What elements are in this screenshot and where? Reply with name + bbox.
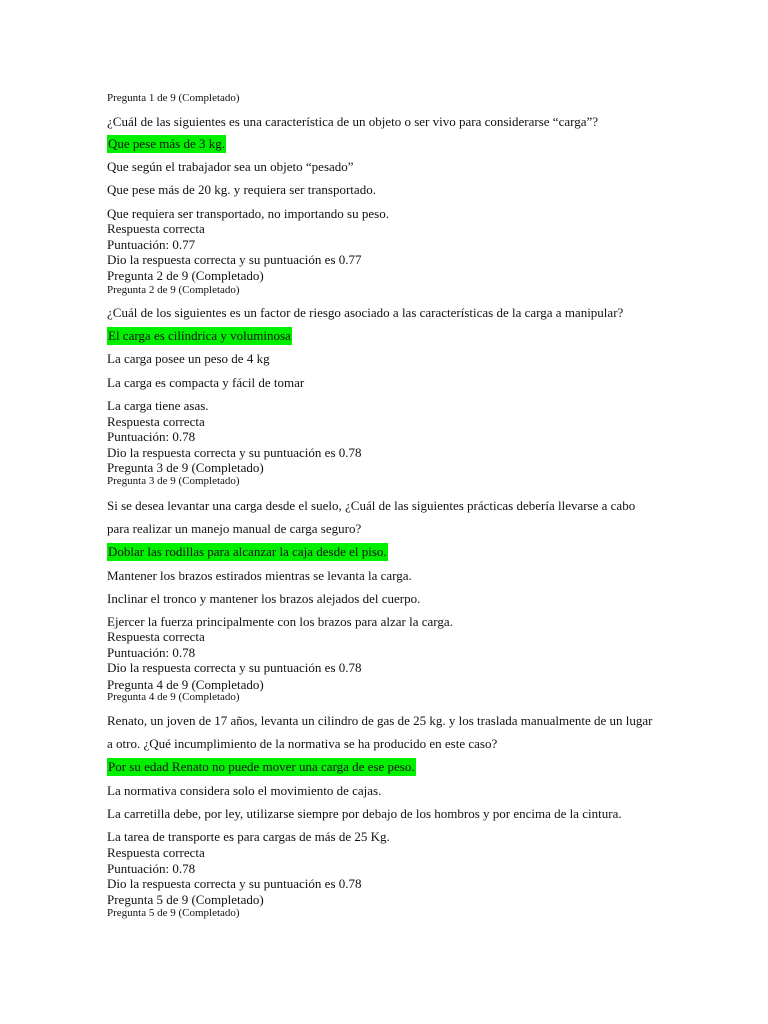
question-3-option-1[interactable] [107, 545, 388, 558]
question-4-option-1[interactable] [107, 760, 416, 773]
question-3-feedback: Dio la respuesta correcta y su puntuación es 0.78 [107, 660, 362, 675]
question-4-feedback: Dio la respuesta correcta y su puntuación es 0.78 [107, 876, 362, 891]
question-3-option-4[interactable]: Ejercer la fuerza principalmente con los brazos para alzar la carga. [107, 614, 453, 629]
question-3-next: Pregunta 4 de 9 (Completado) [107, 677, 264, 692]
question-4-score: Puntuación: 0.78 [107, 861, 196, 876]
question-3-result: Respuesta correcta [107, 629, 205, 644]
question-4-text-line-1: Renato, un joven de 17 años, levanta un cilindro de gas de 25 kg. y los traslada manualmente de un lugar [107, 713, 653, 728]
question-2-result: Respuesta correcta [107, 414, 205, 429]
question-1-result: Respuesta correcta [107, 221, 205, 236]
selected-answer-highlight: Por su edad Renato no puede mover una carga de ese peso. [108, 759, 415, 774]
question-3-text-line-1: Si se desea levantar una carga desde el suelo, ¿Cuál de las siguientes prácticas debería llevarse a cabo [107, 498, 636, 513]
selected-answer-highlight: Doblar las rodillas para alcanzar la caja desde el piso. [108, 544, 387, 559]
question-2-text: ¿Cuál de los siguientes es un factor de riesgo asociado a las características de la carga a manipular? [107, 305, 624, 320]
question-1-option-2[interactable]: Que según el trabajador sea un objeto “pesado” [107, 159, 354, 174]
question-1-option-1[interactable] [107, 137, 226, 150]
question-2-option-2[interactable]: La carga posee un peso de 4 kg [107, 351, 270, 366]
question-4-option-4[interactable]: La tarea de transporte es para cargas de más de 25 Kg. [107, 829, 390, 844]
question-1-option-4[interactable]: Que requiera ser transportado, no importando su peso. [107, 206, 389, 221]
question-1-text: ¿Cuál de las siguientes es una característica de un objeto o ser vivo para considerarse “carga”? [107, 114, 599, 129]
question-2-next: Pregunta 3 de 9 (Completado) [107, 460, 264, 475]
question-1-feedback: Dio la respuesta correcta y su puntuación es 0.77 [107, 252, 362, 267]
question-1-option-3[interactable]: Que pese más de 20 kg. y requiera ser transportado. [107, 182, 376, 197]
question-3-option-2[interactable]: Mantener los brazos estirados mientras se levanta la carga. [107, 568, 412, 583]
question-3-text-line-2: para realizar un manejo manual de carga seguro? [107, 521, 362, 536]
question-1-score: Puntuación: 0.77 [107, 237, 196, 252]
question-4-option-2[interactable]: La normativa considera solo el movimiento de cajas. [107, 783, 382, 798]
question-3-score: Puntuación: 0.78 [107, 645, 196, 660]
question-1-header: Pregunta 1 de 9 (Completado) [107, 92, 240, 104]
question-4-header: Pregunta 4 de 9 (Completado) [107, 691, 240, 703]
question-2-option-3[interactable]: La carga es compacta y fácil de tomar [107, 375, 305, 390]
question-4-option-3[interactable]: La carretilla debe, por ley, utilizarse siempre por debajo de los hombros y por encima de la cintura. [107, 806, 622, 821]
question-2-score: Puntuación: 0.78 [107, 429, 196, 444]
question-4-next: Pregunta 5 de 9 (Completado) [107, 892, 264, 907]
question-4-text-line-2: a otro. ¿Qué incumplimiento de la normativa se ha producido en este caso? [107, 736, 498, 751]
question-2-option-4[interactable]: La carga tiene asas. [107, 398, 209, 413]
question-3-option-3[interactable]: Inclinar el tronco y mantener los brazos alejados del cuerpo. [107, 591, 421, 606]
question-2-header: Pregunta 2 de 9 (Completado) [107, 284, 240, 296]
question-3-header: Pregunta 3 de 9 (Completado) [107, 475, 240, 487]
question-5-header: Pregunta 5 de 9 (Completado) [107, 907, 240, 919]
selected-answer-highlight: El carga es cilíndrica y voluminosa [108, 328, 291, 343]
question-2-feedback: Dio la respuesta correcta y su puntuación es 0.78 [107, 445, 362, 460]
question-4-result: Respuesta correcta [107, 845, 205, 860]
selected-answer-highlight: Que pese más de 3 kg. [108, 136, 225, 151]
question-1-next: Pregunta 2 de 9 (Completado) [107, 268, 264, 283]
question-2-option-1[interactable] [107, 329, 292, 342]
